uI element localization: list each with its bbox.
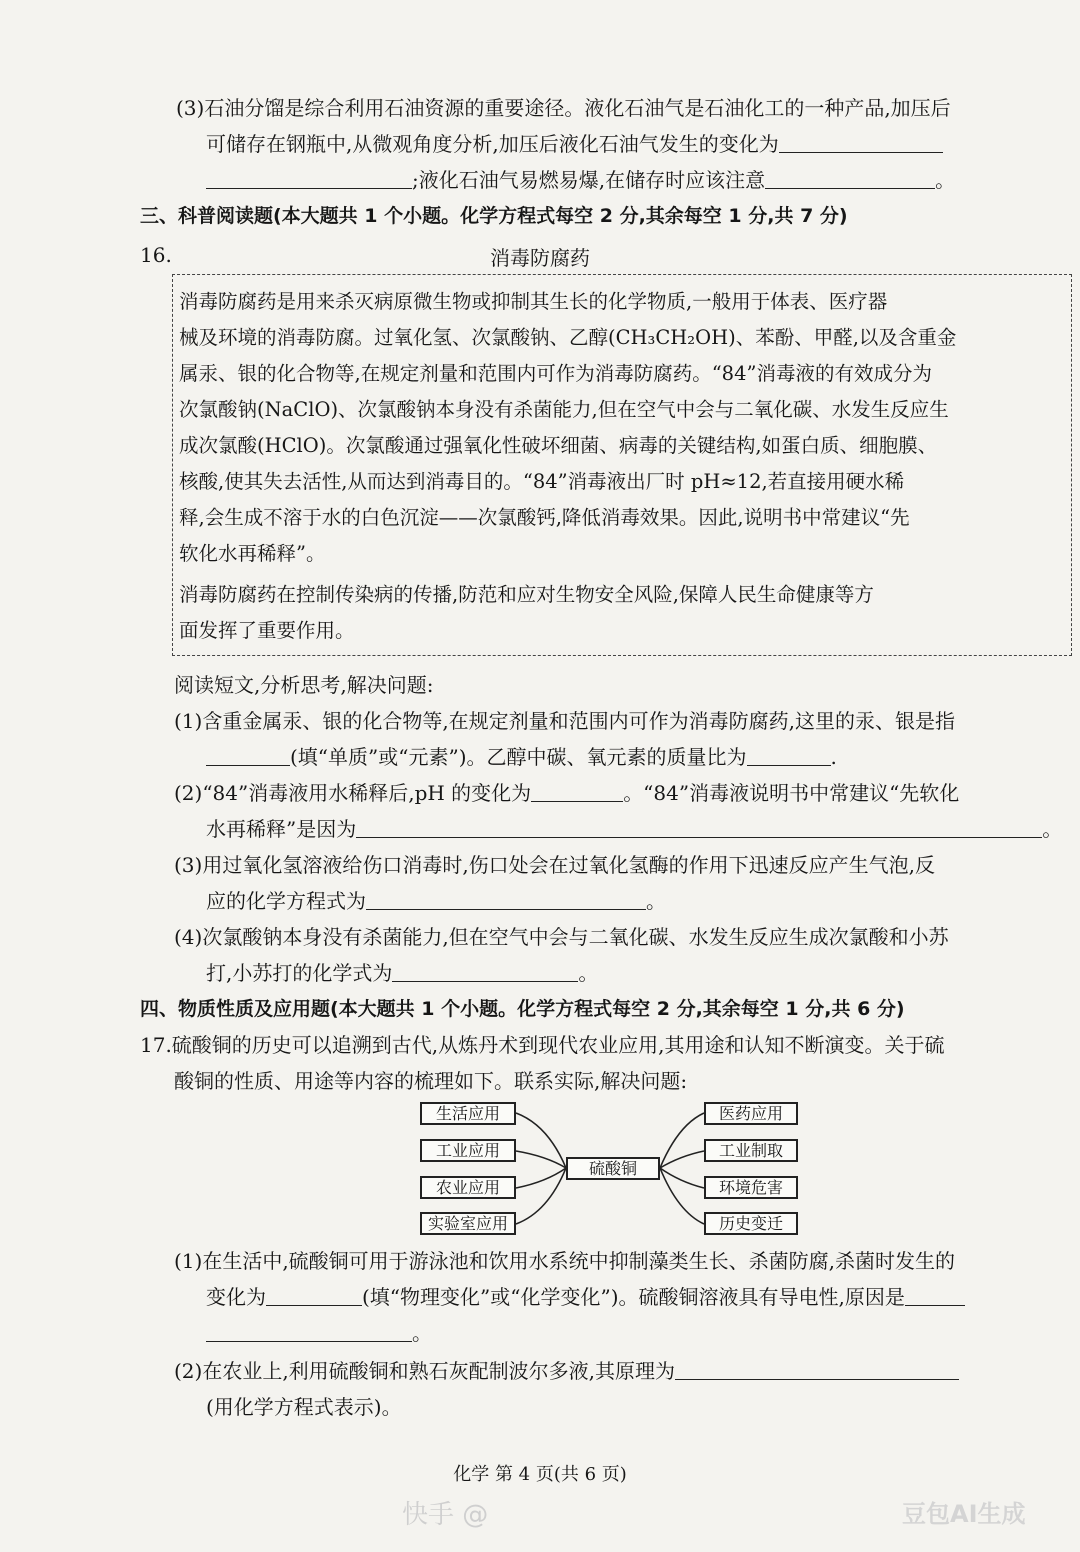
q17-line1: 17.硫酸铜的历史可以追溯到古代,从炼丹术到现代农业应用,其用途和认知不断演变。关于硫	[140, 1033, 945, 1057]
diagram-node-right: 环境危害	[704, 1176, 798, 1199]
q16-4-line2-text: 打,小苏打的化学式为	[206, 961, 393, 985]
answer-blank[interactable]	[905, 1285, 965, 1306]
q17-1-line3	[206, 1320, 432, 1346]
q16-4-line2-end: 。	[578, 961, 599, 985]
article-title: 消毒防腐药	[490, 246, 590, 270]
q17-1-line1: (1)在生活中,硫酸铜可用于游泳池和饮用水系统中抑制藻类生长、杀菌防腐,杀菌时发生的	[174, 1249, 956, 1273]
passage-line: 核酸,使其失去活性,从而达到消毒目的。“84”消毒液出厂时 pH≈12,若直接用硬水稀	[179, 470, 905, 493]
diagram-node-right: 历史变迁	[704, 1212, 798, 1235]
answer-blank[interactable]	[266, 1285, 362, 1306]
q15-3-line3-end: 。	[935, 168, 956, 192]
q16-2-line1-text: (2)“84”消毒液用水稀释后,pH 的变化为	[174, 781, 532, 805]
answer-blank[interactable]	[206, 1321, 412, 1342]
diagram-node-left: 实验室应用	[420, 1212, 516, 1235]
passage-line: 消毒防腐药在控制传染病的传播,防范和应对生物安全风险,保障人民生命健康等方	[179, 583, 874, 606]
q16-2-line2-end: 。	[1042, 817, 1063, 841]
q17-1-line2-text: 变化为	[206, 1285, 266, 1309]
q17-1-line2-text2: (填“物理变化”或“化学变化”)。硫酸铜溶液具有导电性,原因是	[362, 1285, 905, 1309]
q16-3-line2-end: 。	[646, 889, 666, 913]
q16-1-line1: (1)含重金属汞、银的化合物等,在规定剂量和范围内可作为消毒防腐药,这里的汞、银是指	[174, 709, 956, 733]
passage-line: 成次氯酸(HClO)。次氯酸通过强氧化性破坏细菌、病毒的关键结构,如蛋白质、细胞膜、	[179, 434, 938, 457]
q16-3-line2-text: 应的化学方程式为	[206, 889, 366, 913]
q16-1-line2-text: (填“单质”或“元素”)。乙醇中碳、氧元素的质量比为	[290, 745, 747, 769]
q15-3-line3-text: ;液化石油气易燃易爆,在储存时应该注意	[412, 168, 766, 192]
section-4-title: 四、物质性质及应用题(本大题共 1 个小题。化学方程式每空 2 分,其余每空 1 分,共 6 分)	[140, 998, 905, 1020]
passage-line: 次氯酸钠(NaClO)、次氯酸钠本身没有杀菌能力,但在空气中会与二氧化碳、水发生反应生	[179, 398, 949, 421]
q15-3-line1: (3)石油分馏是综合利用石油资源的重要途径。液化石油气是石油化工的一种产品,加压后	[176, 96, 951, 120]
passage-line: 属汞、银的化合物等,在规定剂量和范围内可作为消毒防腐药。“84”消毒液的有效成分为	[179, 362, 932, 385]
q15-3-line2-text: 可储存在钢瓶中,从微观角度分析,加压后液化石油气发生的变化为	[206, 132, 779, 156]
q17-2-line1	[174, 1358, 959, 1384]
passage-line: 消毒防腐药是用来杀灭病原微生物或抑制其生长的化学物质,一般用于体表、医疗器	[179, 290, 888, 313]
diagram-node-left: 农业应用	[420, 1176, 516, 1199]
q17-1-line3-end: 。	[412, 1321, 432, 1345]
q17-2-line1-text: (2)在农业上,利用硫酸铜和熟石灰配制波尔多液,其原理为	[174, 1359, 676, 1383]
q17-1-line2	[206, 1284, 965, 1310]
diagram-node-left: 生活应用	[420, 1102, 516, 1125]
diagram-node-right: 医药应用	[704, 1102, 798, 1125]
q16-4-line1: (4)次氯酸钠本身没有杀菌能力,但在空气中会与二氧化碳、水发生反应生成次氯酸和小苏	[174, 925, 949, 949]
passage-line: 软化水再稀释”。	[179, 542, 326, 565]
q16-1-line2-end: .	[830, 745, 837, 769]
q16-number: 16.	[140, 243, 172, 267]
section-3-title: 三、科普阅读题(本大题共 1 个小题。化学方程式每空 2 分,其余每空 1 分,共 7 分)	[140, 205, 848, 227]
q16-2-line1-text2: 。“84”消毒液说明书中常建议“先软化	[623, 781, 960, 805]
diagram-node-left: 工业应用	[420, 1139, 516, 1162]
watermark-right: 豆包AI生成	[902, 1500, 1026, 1528]
q16-intro: 阅读短文,分析思考,解决问题:	[174, 673, 434, 697]
q16-2-line2-text: 水再稀释”是因为	[206, 817, 357, 841]
q17-line2: 酸铜的性质、用途等内容的梳理如下。联系实际,解决问题:	[174, 1069, 688, 1093]
diagram-center-node: 硫酸铜	[566, 1157, 660, 1180]
watermark-left: 快手 @	[402, 1500, 489, 1530]
passage-line: 面发挥了重要作用。	[179, 619, 355, 642]
passage-line: 释,会生成不溶于水的白色沉淀——次氯酸钙,降低消毒效果。因此,说明书中常建议“先	[179, 506, 910, 529]
page-footer: 化学 第 4 页(共 6 页)	[453, 1464, 627, 1485]
q16-3-line1: (3)用过氧化氢溶液给伤口消毒时,伤口处会在过氧化氢酶的作用下迅速反应产生气泡,反	[174, 853, 936, 877]
q17-2-line2: (用化学方程式表示)。	[206, 1395, 402, 1419]
diagram-node-right: 工业制取	[704, 1139, 798, 1162]
answer-blank[interactable]	[675, 1359, 959, 1380]
passage-line: 械及环境的消毒防腐。过氧化氢、次氯酸钠、乙醇(CH₃CH₂OH)、苯酚、甲醛,以及含重金	[179, 326, 957, 349]
